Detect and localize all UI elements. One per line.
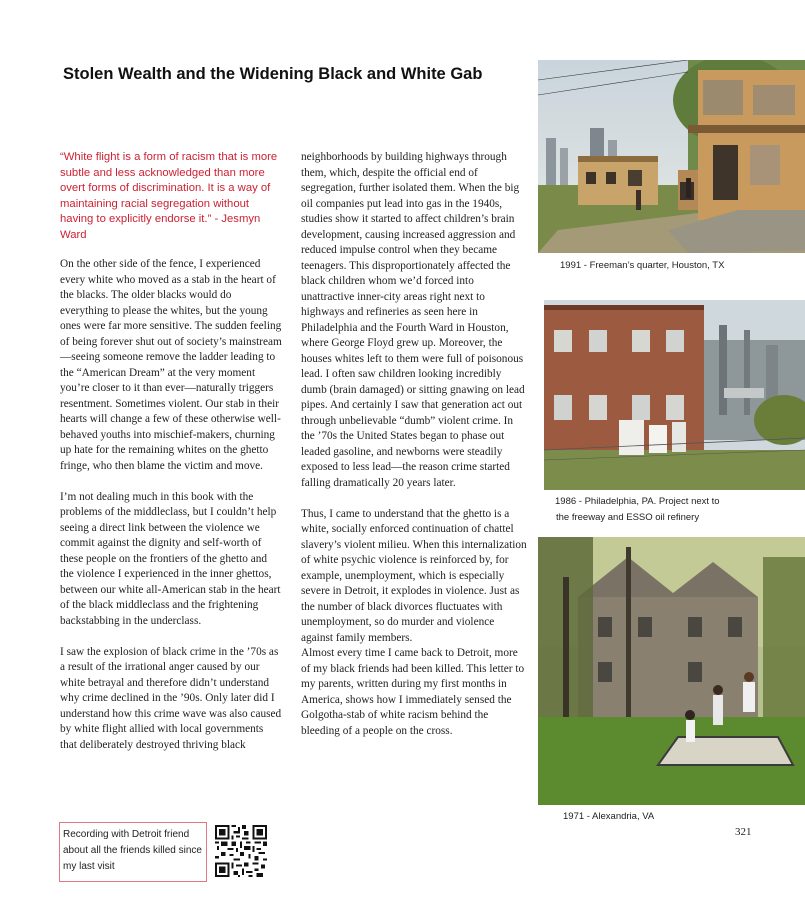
paragraph: On the other side of the fence, I experienced every white who moved as a stab in the heart of the blacks. The older blacks would do everything to please the whites, but the young ones were far more sensitive. The sudden feeling of being forever shut out of society’s mainstream—seeing someone remove the ladder leading to the “American Dream” at the very moment you’re closer to it than ever—naturally triggers resentment. Sometimes violent. Our stab in their hearts will change a few of these otherwise well-behaved youths into mischief-makers, churning up hate for the remaining whites on the ghetto fringe, who then blame the victim and move.: [60, 258, 282, 472]
text-column-right: [301, 150, 527, 739]
page-title: Stolen Wealth and the Widening Black and White Gab: [63, 65, 483, 83]
paragraph: neighborhoods by building highways through them, which, despite the official end of segregation, further isolated them. When the big oil companies put lead into gas in the 1940s, studies show it started to affect children’s brain development, causing increased aggression and reduced impulse control when they became teenagers. This disproportionately affected the black children whom we’d forced into unattractive inner-city areas right next to highways and refineries as seen here in Philadelphia and the Fourth Ward in Houston, where George Floyd grew up. Moreover, the houses whites left to them were full of poisonous lead. I often saw children looking incredibly dumb (brain damaged) or sitting gnawing on lead pipes. And certainly I saw that generation act out through unbelievable “dumb” violent crime. In the ’70s the United States began to phase out leaded gasoline, and newborns were steadily exposed to less lead—the reason crime started falling dramatically 20 years later.: [301, 151, 525, 489]
qr-code-icon[interactable]: [215, 825, 267, 877]
audio-recording-callout: Recording with Detroit friend about all the friends killed since my last visit: [59, 822, 207, 882]
paragraph: I’m not dealing much in this book with the problems of the middleclass, but I couldn’t help seeing a direct link between the violence we commit against the dignity and self-worth of these people on the frontiers of the ghetto and the violence I experienced in the inner ghettos, between our white all-American stab in the heart of the black middleclass and the frightening backstabbing in the underclass.: [60, 490, 281, 627]
paragraph: I saw the explosion of black crime in the ’70s as a result of the irrational anger caused by our white betrayal and therefore didn’t understand why crime declined in the ’90s. Only later did I understand how this crime wave was also caused by white flight allied with local governments that deliberately destroyed thriving black: [60, 645, 282, 751]
paragraph: Almost every time I came back to Detroit, more of my black friends had been killed. This letter to my parents, written during my first months in America, shows how I immediately sensed the Golgotha-stab of white racism behind the bleeding of a people on the cross.: [301, 647, 525, 737]
photo-caption: 1986 - Philadelphia, PA. Project next to: [555, 496, 720, 507]
alexandria-trampoline-photo: [538, 537, 805, 805]
houston-housing-photo: [538, 60, 805, 253]
photo-caption: 1971 - Alexandria, VA: [563, 811, 655, 822]
page-number: 321: [735, 826, 752, 838]
text-column-left: [60, 150, 282, 753]
philadelphia-refinery-photo: [544, 300, 805, 490]
pull-quote: “White flight is a form of racism that is more subtle and less acknowledged than more overt forms of discrimination. It is a way of maintaining racial segregation without having to explicitly endorse it.” - Jesmyn Ward: [60, 151, 278, 241]
photo-caption: 1991 - Freeman’s quarter, Houston, TX: [560, 260, 725, 271]
photo-caption: the freeway and ESSO oil refinery: [556, 512, 700, 523]
paragraph: Thus, I came to understand that the ghetto is a white, socially enforced continuation of chattel slavery’s violent milieu. When this internalization of white psychic violence is reinforced by, for example, unemployment, which is especially severe in Detroit, it explodes in violence. Just as the number of black divorces fluctuates with unemployment, so do murder and violence against family members.: [301, 507, 527, 644]
